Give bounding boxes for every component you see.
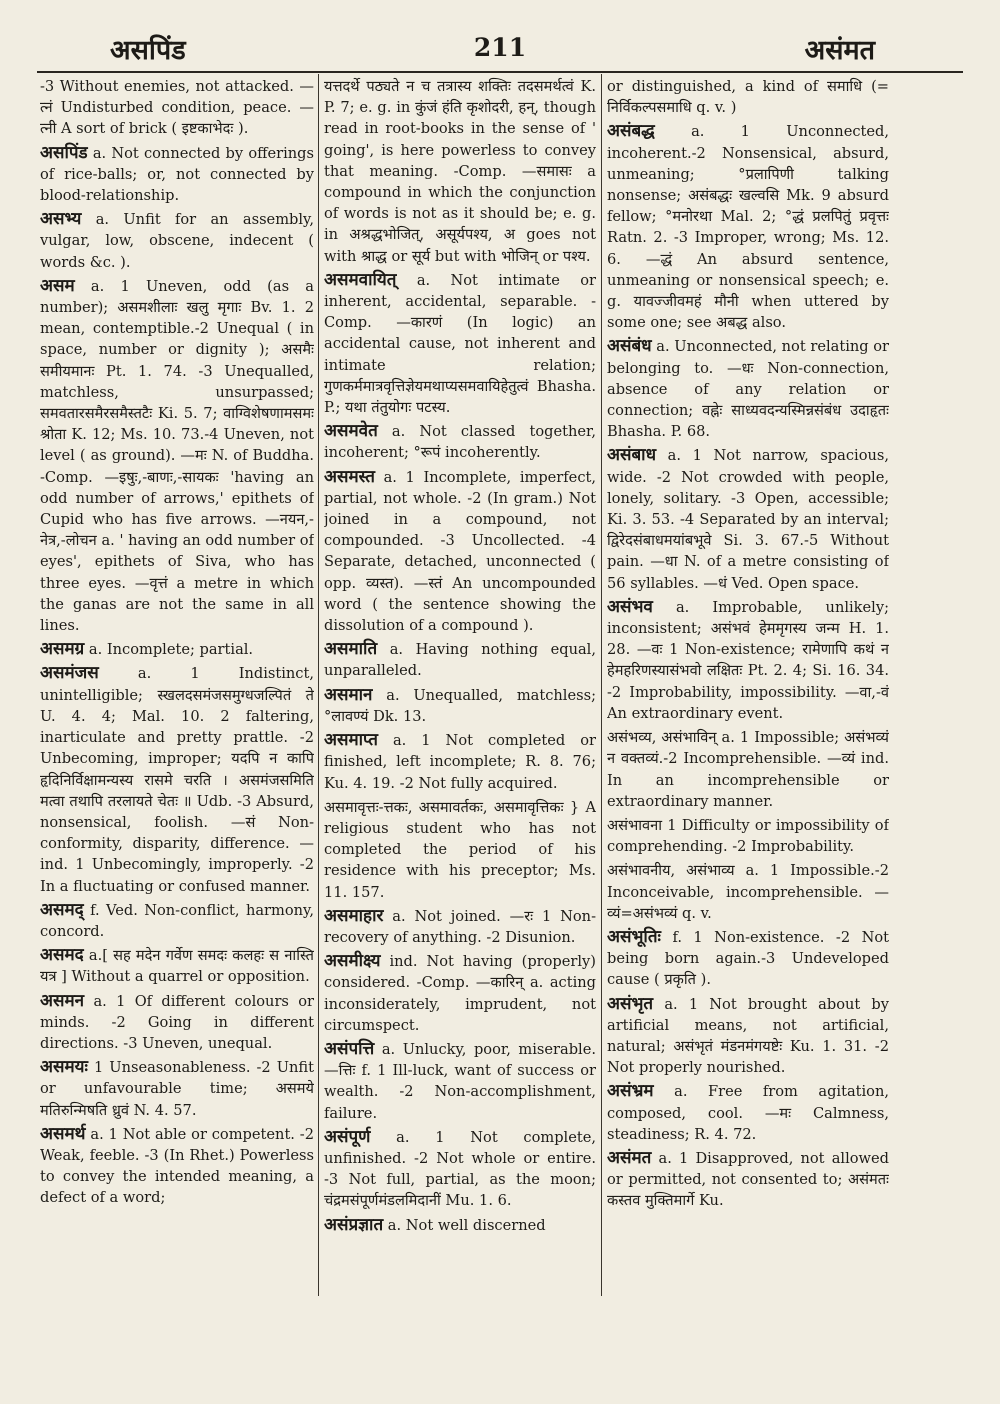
entry-definition: a. Unlucky, poor, miserable. —त्तिः f. 1 Ill-luck, want of success or wealth. -2 Non-accomplishment, failure. [324,1040,596,1122]
dictionary-entry [324,797,596,903]
entry-headword: असमद् [40,899,84,920]
page-header [0,30,1000,70]
entry-definition: a.[ सह मदेन गर्वेण समदः कलहः स नास्ति यत्र ] Without a quarrel or opposition. [40,947,314,986]
entry-headword: असमान [324,684,373,705]
dictionary-entry [607,994,889,1079]
entry-definition: a. 1 Not completed or finished, left incomplete; R. 8. 76; Ku. 4. 19. -2 Not fully acquired. [324,732,596,792]
entry-headword: असमवेत [324,421,378,442]
dictionary-entry [607,597,889,724]
entry-definition: a. Not intimate or inherent, accidental, separable. -Comp. —कारणं (In logic) an accidental cause, not inherent and intimate relation; गुणकर्ममात्रवृत्तिज्ञेयमथाप्यसमवायिहेतुत्वं Bhasha. P.; यथा तंतुयोगः पटस्य. [324,271,596,417]
entry-headword: असमाप्त [324,730,378,751]
dictionary-entry [607,336,889,442]
dictionary-entry [324,467,596,637]
column-divider [318,74,319,1296]
dictionary-entry [607,121,889,333]
entry-definition: असमावृत्तः-त्तकः, असमावर्तकः, असमावृत्तिकः } A religious student who has not completed the period of his residence with his preceptor; Ms. 11. 157. [324,798,596,901]
dictionary-entry [324,639,596,681]
entry-definition: a. Not connected by offerings of rice-balls; or, not connected by blood-relationship. [40,144,314,205]
dictionary-entry [324,76,596,267]
entry-headword: असंमत [607,1147,652,1168]
entry-definition: a. 1 Uneven, odd (as a number); असमशीलाः खलु मृगाः Bv. 1. 2 mean, contemptible.-2 Unequal ( in space, number or dignity ); असमैः समीयमानः Pt. 1. 74. -3 Unequalled, matchless, unsurpassed; समवतारसमैरसमैस्तटैः Ki. 5. 7; वाग्विशेषणामसमः श्रोता K. 12; Ms. 10. 73.-4 Uneven, not level ( as ground). —मः N. of Buddha. -Comp. —इषुः,-बाणः,-सायकः 'having an odd number of arrows,' epithets of Cupid who has five arrows. —नयन,-नेत्र,-लोचन a. ' having an odd number of eyes', epithets of Siva, who has three eyes. —वृत्तं a metre in which the ganas are not the same in all lines. [40,277,314,635]
dictionary-entry [40,76,314,140]
column-3 [607,76,889,1306]
entry-definition: a. 1 Not complete, unfinished. -2 Not whole or entire. -3 Not full, partial, as the moon; चंद्रमसंपूर्णमंडलमिदानीं Mu. 1. 6. [324,1128,596,1210]
dictionary-entry [607,927,889,991]
entry-definition: a. Not well discerned [387,1216,546,1234]
dictionary-entry [324,685,596,727]
entry-definition: a. Incomplete; partial. [88,641,254,659]
entry-definition: असंभावनीय, असंभाव्य a. 1 Impossible.-2 Inconceivable, incomprehensible. —व्यं=असंभव्यं q. v. [607,862,889,922]
entry-definition: a. Free from agitation, composed, cool. —मः Calmness, steadiness; R. 4. 72. [607,1083,889,1143]
entry-headword: असंभ्रम [607,1081,654,1102]
entry-headword: असंभव [607,596,653,617]
entry-headword: असमाति [324,639,378,660]
entry-headword: असंप्रज्ञात [324,1214,384,1235]
dictionary-entry [607,445,889,593]
entry-headword: असमन [40,990,85,1011]
entry-definition: or distinguished, a kind of समाधि (= निर्विकल्पसमाधि q. v. ) [607,78,889,117]
entry-headword: असमद [40,945,84,966]
dictionary-entry [324,730,596,794]
entry-headword: असंबंध [607,336,652,357]
dictionary-entry [607,815,889,857]
entry-definition: a. 1 Not narrow, spacious, wide. -2 Not crowded with people, lonely, solitary. -3 Open, accessible; Ki. 3. 53. -4 Separated by an interval; द्विरेदसंबाधमयांबभूवे Si. 3. 67.-5 Without pain. —धा N. of a metre consisting of 56 syllables. —धं Ved. Open space. [607,447,889,592]
dictionary-entry [324,951,596,1036]
entry-headword: असमग्र [40,639,85,660]
entry-headword: असपिंड [40,142,88,163]
dictionary-entry [607,76,889,118]
dictionary-entry [40,900,314,942]
dictionary-entry [607,1148,889,1212]
column-divider [601,74,602,1296]
entry-headword: असमंजस [40,663,99,684]
entry-headword: असमस्त [324,466,375,487]
entry-headword: असंभूतिः [607,926,661,947]
entry-definition: 1 Unseasonableness. -2 Unfit or unfavourable time; असमये मतिरुन्मिषति ध्रुवं N. 4. 57. [40,1059,314,1119]
entry-definition: a. Not classed together, incoherent; °रूपं incoherently. [324,423,596,462]
column-1 [40,76,314,1306]
entry-definition: a. Not joined. —रः 1 Non-recovery of anything. -2 Disunion. [324,907,596,946]
dictionary-entry [40,143,314,207]
dictionary-entry [40,991,314,1055]
entry-definition: a. 1 Indistinct, unintelligible; स्खलदसमंजसमुग्धजल्पितं ते U. 4. 4; Mal. 10. 2 faltering, inarticulate and pretty prattle. -2 Unbecoming, improper; यदपि न कापि हृदिनिर्विक्षामन्यस्य रासमे चरति । असमंजसमिति मत्वा तथापि तरलायते चेतः ॥ Udb. -3 Absurd, nonsensical, foolish. —सं Non-conformity, disparity, difference. —ind. 1 Unbecomingly, improperly. -2 In a fluctuating or confused manner. [40,665,314,895]
header-left-guide-word: असपिंड [110,35,186,66]
header-rule [37,71,963,73]
entry-headword: असमयः [40,1057,88,1078]
entry-definition: a. 1 Not brought about by artificial means, not artificial, natural; असंभृतं मंडनमंगयष्टेः Ku. 1. 31. -2 Not properly nourished. [607,995,889,1077]
dictionary-entry [607,860,889,924]
dictionary-entry [324,1215,596,1236]
entry-definition: असंभावना 1 Difficulty or impossibility of comprehending. -2 Improbability. [607,816,889,856]
entry-definition: a. 1 Of different colours or minds. -2 Going in different directions. -3 Uneven, unequal. [40,992,314,1052]
dictionary-entry [40,639,314,660]
entry-definition: असंभव्य, असंभाविन् a. 1 Impossible; असंभव्यं न वक्तव्यं.-2 Incomprehensible. —व्यं ind. In an incomprehensible or extraordinary manner. [607,729,889,810]
entry-definition: a. Improbable, unlikely; inconsistent; असंभवं हेममृगस्य जन्म H. 1. 28. —वः 1 Non-existence; रामेणापि कथं न हेमहरिणस्यासंभवो लक्षितः Pt. 2. 4; Si. 16. 34. -2 Improbability, impossibility. —वा,-वं An extraordinary event. [607,598,889,722]
entry-headword: असम [40,275,75,296]
dictionary-entry [40,276,314,636]
entry-definition: f. 1 Non-existence. -2 Not being born again.-3 Undeveloped cause ( प्रकृति ). [607,928,889,989]
entry-headword: असमीक्ष्य [324,951,381,972]
entry-definition: a. 1 Not able or competent. -2 Weak, feeble. -3 (In Rhet.) Powerless to convey the intended meaning, a defect of a word; [40,1125,314,1207]
entry-definition: -3 Without enemies, not attacked. —त्नं Undisturbed condition, peace. —त्नी A sort of brick ( इष्टकाभेदः ). [40,78,314,138]
entry-definition: a. Unfit for an assembly, vulgar, low, obscene, indecent ( words &c. ). [40,211,314,271]
dictionary-entry [40,663,314,896]
column-2 [324,76,596,1306]
entry-headword: असंबद्ध [607,121,655,142]
entry-definition: a. 1 Incomplete, imperfect, partial, not whole. -2 (In gram.) Not joined in a compound, not compounded. -3 Uncollected. -4 Separate, detached, unconnected ( opp. व्यस्त). —स्तं An uncompounded word ( the sentence showing the dissolution of a compound ). [324,468,596,635]
entry-definition: a. 1 Disapproved, not allowed or permitted, not consented to; असंमतः कस्तव मुक्तिमार्गे Ku. [607,1149,889,1210]
dictionary-entry [324,1127,596,1212]
dictionary-entry [324,1039,596,1124]
header-right-guide-word: असंमत [804,35,875,66]
entry-definition: यत्तदर्थे पठ्यते न च तत्रास्य शक्तिः तदसमर्थत्वं K. P. 7; e. g. in कुंजं हंति कृशोदरी, हन्, though read in root-books in the sense of ' going', is here powerless to convey that meaning. -Comp. —समासः a compound in which the conjunction of words is not as it should be; e. g. in अश्रद्धभोजित्, असूर्यपश्य, अ goes not with श्राद्ध or सूर्य but with भोजिन् or पश्य. [324,78,596,265]
dictionary-entry [40,1124,314,1209]
entry-headword: असंभृत [607,993,654,1014]
dictionary-entry [40,209,314,273]
dictionary-entry [607,727,889,812]
dictionary-entry [40,1057,314,1121]
dictionary-entry [40,945,314,987]
entry-definition: ind. Not having (properly) considered. -Comp. —कारिन् a. acting inconsiderately, imprudent, not circumspect. [324,953,596,1034]
page-number: 211 [473,33,527,62]
entry-headword: असमर्थ [40,1123,86,1144]
entry-definition: a. Having nothing equal, unparalleled. [324,641,596,680]
dictionary-entry [324,906,596,948]
entry-headword: असंपत्ति [324,1038,375,1059]
entry-definition: f. Ved. Non-conflict, harmony, concord. [40,901,314,940]
entry-headword: असंपूर्ण [324,1126,371,1147]
entry-definition: a. Unequalled, matchless; °लावण्यं Dk. 13. [324,686,596,725]
entry-definition: a. 1 Unconnected, incoherent.-2 Nonsensical, absurd, unmeaning; °प्रलापिणी talking nonsense; असंबद्धः खल्वसि Mk. 9 absurd fellow; °मनोरथा Mal. 2; °द्धं प्रलपितुं प्रवृत्तः Ratn. 2. -3 Improper, wrong; Ms. 12. 6. —द्धं An absurd sentence, unmeaning or nonsensical speech; e. g. यावज्जीवमहं मौनी when uttered by some one; see अबद्ध also. [607,123,889,332]
dictionary-entry [324,421,596,463]
entry-headword: असभ्य [40,209,82,230]
entry-definition: a. Unconnected, not relating or belonging to. —धः Non-connection, absence of any relation or connection; वह्नेः साध्यवदन्यस्मिन्नसंबंध उदाहृतः Bhasha. P. 68. [607,338,889,441]
dictionary-entry [607,1081,889,1145]
entry-headword: असमवायित् [324,269,397,290]
entry-headword: असमाहार [324,905,384,926]
entry-headword: असंबाध [607,445,657,466]
dictionary-entry [324,270,596,418]
